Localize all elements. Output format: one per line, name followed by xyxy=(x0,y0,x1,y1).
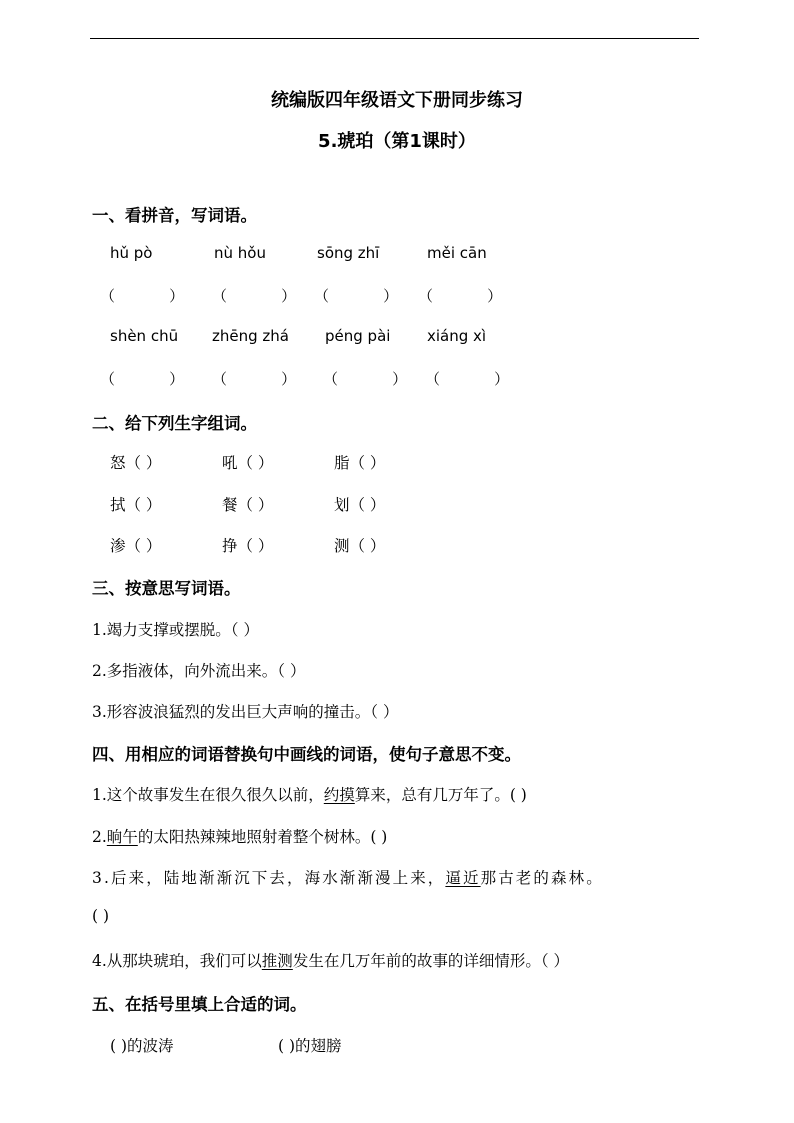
header-rule xyxy=(90,38,699,39)
sentence-text: 那古老的森林。 xyxy=(480,869,604,887)
char-item[interactable]: 测（ ） xyxy=(334,537,386,555)
page-title: 统编版四年级语文下册同步练习 xyxy=(271,90,523,111)
pinyin-item: xiáng xì xyxy=(427,327,487,345)
definition-item[interactable]: 1.竭力支撑或摆脱。（ ） xyxy=(92,621,259,639)
section-2-heading: 二、给下列生字组词。 xyxy=(92,414,257,433)
answer-blank[interactable]: （ ） xyxy=(418,287,503,305)
sentence-item[interactable] xyxy=(92,825,387,847)
pinyin-item: sōng zhī xyxy=(317,244,380,262)
pinyin-item: měi cān xyxy=(427,244,487,262)
pinyin-item: zhēng zhá xyxy=(212,327,289,345)
answer-blank[interactable]: （ ） xyxy=(100,370,185,388)
sentence-text: 2. xyxy=(92,828,107,846)
sentence-text: 发生在几万年前的故事的详细情形。（ ） xyxy=(292,952,569,970)
pinyin-item: nù hǒu xyxy=(214,244,266,262)
section-5-heading: 五、在括号里填上合适的词。 xyxy=(92,995,307,1014)
char-item[interactable]: 拭（ ） xyxy=(110,496,162,514)
sentence-text: 3.后来，陆地渐渐沉下去，海水渐渐漫上来， xyxy=(92,869,446,887)
underlined-word: 推测 xyxy=(261,952,293,970)
answer-blank[interactable]: ( ) xyxy=(92,907,110,925)
char-item[interactable]: 吼（ ） xyxy=(222,454,274,472)
pinyin-item: shèn chū xyxy=(110,327,179,345)
sentence-text: 的太阳热辣辣地照射着整个树林。( ) xyxy=(137,828,388,846)
answer-blank[interactable]: （ ） xyxy=(425,370,510,388)
sentence-text: 1.这个故事发生在很久很久以前， xyxy=(92,786,324,804)
char-item[interactable]: 渗（ ） xyxy=(110,537,162,555)
underlined-word: 晌午 xyxy=(106,828,138,846)
char-item[interactable]: 怒（ ） xyxy=(110,454,162,472)
answer-blank[interactable]: （ ） xyxy=(212,287,297,305)
underlined-word: 约摸 xyxy=(323,786,355,804)
fill-item[interactable]: ( )的波涛 xyxy=(110,1037,174,1055)
sentence-item[interactable] xyxy=(92,866,604,888)
sentence-text: 4.从那块琥珀，我们可以 xyxy=(92,952,262,970)
answer-blank[interactable]: （ ） xyxy=(212,370,297,388)
definition-item[interactable]: 2.多指液体，向外流出来。（ ） xyxy=(92,662,306,680)
sentence-item[interactable] xyxy=(92,783,527,805)
section-3-heading: 三、按意思写词语。 xyxy=(92,579,241,598)
char-item[interactable]: 划（ ） xyxy=(334,496,386,514)
underlined-word: 逼近 xyxy=(445,869,481,887)
lesson-subtitle: 5.琥珀（第1课时） xyxy=(318,131,476,152)
pinyin-item: péng pài xyxy=(325,327,391,345)
char-item[interactable]: 餐（ ） xyxy=(222,496,274,514)
fill-item[interactable]: ( )的翅膀 xyxy=(278,1037,342,1055)
section-4-heading: 四、用相应的词语替换句中画线的词语，使句子意思不变。 xyxy=(92,745,521,764)
answer-blank[interactable]: （ ） xyxy=(323,370,408,388)
section-1-heading: 一、看拼音，写词语。 xyxy=(92,206,257,225)
answer-blank[interactable]: （ ） xyxy=(314,287,399,305)
pinyin-item: hǔ pò xyxy=(110,244,153,262)
char-item[interactable]: 挣（ ） xyxy=(222,537,274,555)
sentence-item[interactable] xyxy=(92,949,569,971)
char-item[interactable]: 脂（ ） xyxy=(334,454,386,472)
definition-item[interactable]: 3.形容波浪猛烈的发出巨大声响的撞击。（ ） xyxy=(92,703,399,721)
sentence-text: 算来，总有几万年了。( ) xyxy=(354,786,527,804)
answer-blank[interactable]: （ ） xyxy=(100,287,185,305)
